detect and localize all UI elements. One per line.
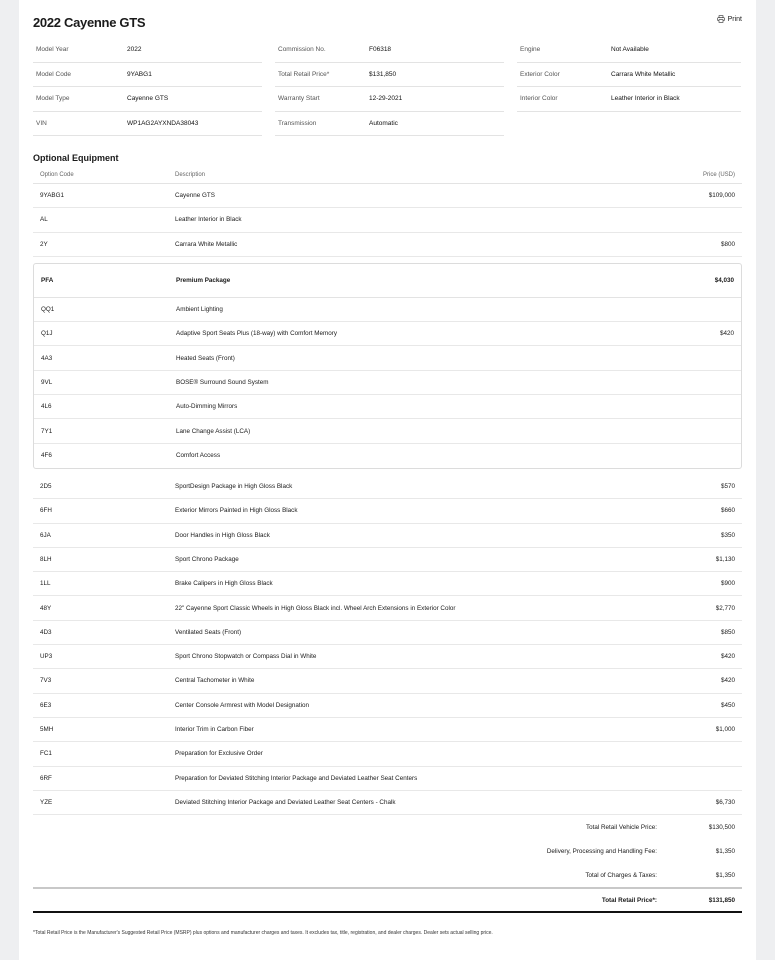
spec-label: Interior Color — [520, 95, 558, 103]
option-row — [34, 444, 741, 468]
option-description: Adaptive Sport Seats Plus (18-way) with Comfort Memory — [176, 330, 337, 338]
option-code: 4D3 — [40, 628, 52, 636]
spec-label: Warranty Start — [278, 95, 320, 103]
option-row — [33, 596, 742, 620]
spec-label: Transmission — [278, 119, 317, 127]
spec-row — [33, 112, 262, 137]
total-retail-price-row — [33, 887, 742, 913]
option-price: $900 — [720, 580, 735, 588]
spec-label: Model Type — [36, 95, 70, 103]
option-code: 4F6 — [41, 452, 52, 460]
option-row — [34, 395, 741, 419]
option-row — [33, 621, 742, 645]
option-row — [33, 572, 742, 596]
totals-label: Total of Charges & Taxes: — [585, 871, 657, 879]
option-description: Preparation for Deviated Stitching Interior Package and Deviated Leather Seat Centers — [175, 774, 418, 782]
totals-label: Total Retail Vehicle Price: — [585, 823, 657, 831]
spec-value: 2022 — [127, 46, 142, 54]
spec-row — [517, 87, 741, 112]
option-code: 6JA — [40, 531, 51, 539]
spec-label: Engine — [520, 46, 541, 54]
spec-label: Model Year — [36, 46, 69, 54]
option-description: Lane Change Assist (LCA) — [176, 427, 251, 435]
option-description: Interior Trim in Carbon Fiber — [175, 726, 254, 734]
spec-label: Total Retail Price* — [278, 70, 330, 78]
totals-value: $1,350 — [715, 847, 735, 855]
option-description: Ventilated Seats (Front) — [175, 628, 242, 636]
option-price: $350 — [720, 531, 735, 539]
option-price: $2,770 — [715, 604, 735, 612]
footnote: *Total Retail Price is the Manufacturer's Suggested Retail Price (MSRP) plus options and manufacturer charges and taxes. It excludes tax, title, registration, and dealer charges. Dealer sets actual selling price. — [33, 930, 493, 937]
optional-equipment-title: Optional Equipment — [33, 153, 119, 163]
option-code: 4A3 — [41, 354, 53, 362]
option-code: YZE — [40, 798, 53, 806]
option-code: UP3 — [40, 653, 53, 661]
spec-value: Not Available — [611, 46, 649, 54]
spec-label: Exterior Color — [520, 70, 560, 78]
totals-row — [33, 815, 742, 839]
option-description: Sport Chrono Stopwatch or Compass Dial in White — [175, 653, 317, 661]
spec-label: Commission No. — [278, 46, 326, 54]
window-sticker — [19, 0, 756, 960]
option-code: Q1J — [41, 330, 53, 338]
option-description: BOSE® Surround Sound System — [176, 378, 269, 386]
spec-row — [275, 63, 504, 88]
total-value: $131,850 — [708, 896, 735, 904]
package-header-row — [34, 264, 741, 298]
option-code: 8LH — [40, 556, 52, 563]
option-description: Deviated Stitching Interior Package and Deviated Leather Seat Centers - Chalk — [175, 798, 396, 806]
totals-label: Delivery, Processing and Handling Fee: — [546, 847, 657, 855]
option-row — [33, 718, 742, 742]
print-label: Print — [727, 15, 742, 23]
spec-value: 9YABG1 — [127, 70, 152, 78]
option-row — [34, 298, 741, 322]
spec-column — [33, 38, 262, 136]
spec-row — [275, 87, 504, 112]
spec-value: F06318 — [369, 46, 392, 54]
options-list-bottom — [33, 475, 742, 815]
option-description: Carrara White Metallic — [175, 240, 238, 248]
option-description: Comfort Access — [176, 452, 221, 460]
option-row — [34, 371, 741, 395]
option-row — [33, 669, 742, 693]
option-code: 7V3 — [40, 677, 52, 685]
option-code: 4L6 — [41, 403, 52, 411]
option-row — [33, 233, 742, 257]
spec-row — [517, 63, 741, 88]
option-description: Cayenne GTS — [175, 192, 215, 200]
option-price: $660 — [720, 507, 735, 515]
option-row — [34, 346, 741, 370]
option-code: 9YABG1 — [40, 192, 65, 200]
col-option-code: Option Code — [40, 172, 74, 178]
option-row — [33, 184, 742, 208]
option-price: $450 — [720, 701, 735, 709]
option-price: $850 — [720, 628, 735, 636]
col-description: Description — [175, 172, 206, 178]
spec-value: 12-29-2021 — [369, 95, 403, 103]
option-price: $570 — [720, 483, 735, 491]
option-row — [33, 499, 742, 523]
package-items — [34, 298, 741, 468]
option-description: Preparation for Exclusive Order — [175, 750, 263, 758]
spec-column — [517, 38, 741, 136]
option-price: $6,730 — [715, 798, 735, 806]
option-price: $109,000 — [708, 192, 735, 200]
option-description: Auto-Dimming Mirrors — [176, 403, 238, 411]
page-title: 2022 Cayenne GTS — [33, 15, 146, 30]
option-code: QQ1 — [41, 306, 55, 314]
option-row — [33, 208, 742, 232]
options-column-headers — [33, 167, 742, 184]
option-description: Ambient Lighting — [176, 306, 223, 314]
option-code: 7Y1 — [41, 427, 53, 435]
spec-row — [33, 63, 262, 88]
col-price: Price (USD) — [702, 172, 735, 178]
option-description: Central Tachometer in White — [175, 677, 255, 685]
option-code: 6RF — [40, 774, 52, 782]
option-code: FC1 — [40, 750, 52, 758]
option-row — [33, 767, 742, 791]
option-price: $420 — [720, 653, 735, 661]
spec-row — [275, 112, 504, 137]
option-code: 9VL — [41, 378, 53, 386]
totals-value: $1,350 — [715, 871, 735, 879]
spec-column — [275, 38, 504, 136]
option-price: $420 — [720, 677, 735, 685]
option-description: SportDesign Package in High Gloss Black — [175, 483, 293, 491]
option-price: $800 — [720, 240, 735, 248]
option-code: 2D5 — [40, 483, 52, 491]
option-description: Center Console Armrest with Model Designation — [175, 701, 310, 709]
option-description: Brake Calipers in High Gloss Black — [175, 580, 273, 588]
option-code: 48Y — [40, 604, 52, 612]
option-row — [33, 548, 742, 572]
price-totals — [33, 815, 742, 913]
spec-value: Cayenne GTS — [127, 95, 169, 103]
option-price: $420 — [719, 330, 734, 338]
spec-value: Carrara White Metallic — [611, 70, 676, 78]
vehicle-specs — [33, 38, 742, 136]
option-description: Leather Interior in Black — [175, 216, 242, 224]
spec-row — [33, 87, 262, 112]
spec-label: Model Code — [36, 70, 72, 78]
spec-value: Leather Interior in Black — [611, 95, 680, 103]
total-label: Total Retail Price*: — [601, 896, 657, 904]
option-row — [34, 322, 741, 346]
option-code: 5MH — [40, 726, 54, 734]
option-description: Door Handles in High Gloss Black — [175, 531, 270, 539]
option-code: 1LL — [40, 580, 51, 588]
option-code: AL — [40, 216, 48, 224]
option-price: $1,000 — [715, 726, 735, 734]
premium-package-group — [33, 263, 742, 469]
spec-value: $131,850 — [369, 70, 397, 78]
option-row — [33, 645, 742, 669]
option-price: $4,030 — [714, 276, 734, 284]
option-row — [33, 742, 742, 766]
option-row — [34, 419, 741, 443]
spec-row — [33, 38, 262, 63]
header — [33, 0, 742, 38]
totals-row — [33, 863, 742, 887]
spec-label: VIN — [36, 119, 47, 127]
options-list-top — [33, 184, 742, 257]
option-description: Sport Chrono Package — [175, 556, 239, 563]
option-description: 22" Cayenne Sport Classic Wheels in High Gloss Black incl. Wheel Arch Extensions in Exterior Color — [175, 604, 456, 612]
totals-value: $130,500 — [708, 823, 735, 831]
option-row — [33, 694, 742, 718]
option-code: 2Y — [40, 240, 48, 248]
option-description: Exterior Mirrors Painted in High Gloss Black — [175, 507, 298, 515]
option-code: PFA — [41, 276, 54, 284]
spec-row — [275, 38, 504, 63]
option-description: Heated Seats (Front) — [176, 354, 235, 362]
option-row — [33, 475, 742, 499]
option-code: 6E3 — [40, 701, 52, 709]
option-description: Premium Package — [176, 276, 231, 284]
spec-row — [517, 38, 741, 63]
option-code: 6FH — [40, 507, 52, 515]
option-price: $1,130 — [715, 556, 735, 563]
totals-row — [33, 839, 742, 863]
printer-icon — [717, 15, 725, 23]
spec-value: WP1AG2AYXNDA38043 — [127, 119, 199, 127]
spec-value: Automatic — [369, 119, 398, 127]
print-button[interactable] — [717, 15, 742, 23]
option-row — [33, 524, 742, 548]
option-row — [33, 791, 742, 815]
